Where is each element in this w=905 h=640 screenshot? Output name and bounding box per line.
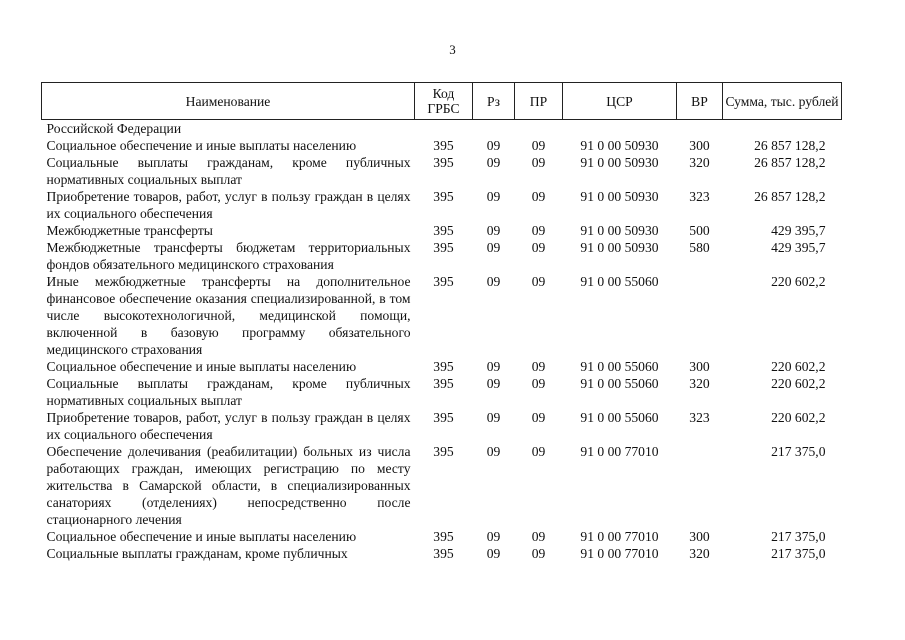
cell-csr: 91 0 00 55060	[580, 410, 659, 425]
cell-code: 395	[433, 138, 454, 153]
table-row	[42, 154, 842, 188]
cell-name: Обеспечение долечивания (реабилитации) больных из числа работающих граждан, имеющих регистрацию по месту жительства в Самарской области, в специализированных санаториях (отделениях) непосредственно после стационарного лечения	[46, 444, 411, 527]
cell-csr: 91 0 00 50930	[580, 240, 659, 255]
cell-vr	[677, 120, 723, 138]
cell-pr: 09	[531, 376, 546, 391]
cell-name: Социальные выплаты гражданам, кроме публичных нормативных социальных выплат	[46, 155, 411, 187]
cell-pr	[515, 120, 563, 138]
cell-csr: 91 0 00 77010	[580, 529, 659, 544]
cell-rz: 09	[486, 359, 501, 374]
cell-name: Социальные выплаты гражданам, кроме публичных	[46, 546, 348, 561]
budget-table	[41, 82, 842, 562]
cell-sum	[723, 120, 842, 138]
cell-sum: 217 375,0	[771, 529, 826, 544]
cell-rz: 09	[486, 274, 501, 289]
cell-sum: 217 375,0	[771, 546, 826, 561]
cell-csr: 91 0 00 55060	[580, 376, 659, 391]
cell-rz: 09	[486, 138, 501, 153]
cell-code: 395	[433, 274, 454, 289]
cell-rz: 09	[486, 376, 501, 391]
table-row	[42, 222, 842, 239]
cell-sum: 220 602,2	[771, 376, 826, 391]
cell-vr: 320	[689, 376, 710, 391]
cell-vr	[677, 273, 723, 358]
cell-pr: 09	[531, 138, 546, 153]
cell-code: 395	[433, 529, 454, 544]
header-code: Код ГРБС	[415, 83, 473, 120]
cell-name: Социальные выплаты гражданам, кроме публичных нормативных социальных выплат	[46, 376, 411, 408]
cell-rz: 09	[486, 189, 501, 204]
cell-code	[415, 120, 473, 138]
cell-code: 395	[433, 376, 454, 391]
cell-name: Межбюджетные трансферты бюджетам территориальных фондов обязательного медицинского страхования	[46, 240, 411, 272]
cell-code: 395	[433, 359, 454, 374]
cell-code: 395	[433, 189, 454, 204]
cell-name: Российской Федерации	[46, 121, 182, 136]
header-pr: ПР	[515, 83, 563, 120]
table-row	[42, 409, 842, 443]
cell-vr: 300	[689, 359, 710, 374]
cell-rz: 09	[486, 546, 501, 561]
cell-pr: 09	[531, 155, 546, 170]
cell-sum: 26 857 128,2	[754, 138, 826, 153]
cell-csr: 91 0 00 50930	[580, 138, 659, 153]
cell-vr: 323	[689, 189, 710, 204]
table-row	[42, 137, 842, 154]
header-csr: ЦСР	[563, 83, 677, 120]
cell-pr: 09	[531, 189, 546, 204]
cell-rz: 09	[486, 529, 501, 544]
cell-rz: 09	[486, 410, 501, 425]
table-row	[42, 528, 842, 545]
cell-code: 395	[433, 410, 454, 425]
cell-pr: 09	[531, 359, 546, 374]
cell-code: 395	[433, 155, 454, 170]
table-header	[42, 83, 842, 120]
cell-code: 395	[433, 223, 454, 238]
cell-csr: 91 0 00 50930	[580, 155, 659, 170]
cell-name: Приобретение товаров, работ, услуг в пользу граждан в целях их социального обеспечения	[46, 410, 411, 442]
table-row	[42, 545, 842, 562]
table-row	[42, 273, 842, 358]
page-number: 3	[449, 42, 456, 57]
table-row	[42, 358, 842, 375]
cell-pr: 09	[531, 410, 546, 425]
header-rz: Рз	[473, 83, 515, 120]
cell-vr: 580	[689, 240, 710, 255]
cell-pr: 09	[531, 223, 546, 238]
cell-vr	[677, 443, 723, 528]
cell-pr: 09	[531, 240, 546, 255]
cell-csr: 91 0 00 77010	[580, 546, 659, 561]
cell-rz: 09	[486, 444, 501, 459]
cell-name: Межбюджетные трансферты	[46, 223, 213, 238]
cell-sum: 26 857 128,2	[754, 189, 826, 204]
cell-name: Социальное обеспечение и иные выплаты населению	[46, 529, 357, 544]
cell-sum: 220 602,2	[771, 359, 826, 374]
cell-code: 395	[433, 240, 454, 255]
cell-name: Социальное обеспечение и иные выплаты населению	[46, 359, 357, 374]
cell-csr: 91 0 00 55060	[580, 359, 659, 374]
cell-name: Приобретение товаров, работ, услуг в пользу граждан в целях их социального обеспечения	[46, 189, 411, 221]
cell-pr: 09	[531, 274, 546, 289]
table-row	[42, 375, 842, 409]
cell-sum: 220 602,2	[771, 274, 826, 289]
cell-csr	[563, 120, 677, 138]
cell-sum: 220 602,2	[771, 410, 826, 425]
cell-code: 395	[433, 444, 454, 459]
table-row	[42, 239, 842, 273]
cell-vr: 320	[689, 155, 710, 170]
cell-pr: 09	[531, 546, 546, 561]
header-vr: ВР	[677, 83, 723, 120]
header-sum: Сумма, тыс. рублей	[723, 83, 842, 120]
cell-vr: 320	[689, 546, 710, 561]
cell-name: Социальное обеспечение и иные выплаты населению	[46, 138, 357, 153]
cell-vr: 323	[689, 410, 710, 425]
table-row	[42, 443, 842, 528]
cell-vr: 300	[689, 138, 710, 153]
cell-code: 395	[433, 546, 454, 561]
cell-csr: 91 0 00 50930	[580, 189, 659, 204]
cell-sum: 429 395,7	[771, 240, 826, 255]
cell-rz	[473, 120, 515, 138]
cell-sum: 429 395,7	[771, 223, 826, 238]
cell-csr: 91 0 00 50930	[580, 223, 659, 238]
cell-vr: 500	[689, 223, 710, 238]
cell-pr: 09	[531, 444, 546, 459]
header-name: Наименование	[42, 83, 415, 120]
table-row	[42, 120, 842, 138]
cell-csr: 91 0 00 55060	[580, 274, 659, 289]
cell-rz: 09	[486, 155, 501, 170]
cell-sum: 217 375,0	[771, 444, 826, 459]
cell-sum: 26 857 128,2	[754, 155, 826, 170]
table-row	[42, 188, 842, 222]
cell-csr: 91 0 00 77010	[580, 444, 659, 459]
header-row	[42, 83, 842, 120]
cell-name: Иные межбюджетные трансферты на дополнительное финансовое обеспечение оказания специализированной, в том числе высокотехнологичной, медицинской помощи, включенной в базовую программу обязательного медицинского страхования	[46, 274, 411, 357]
cell-rz: 09	[486, 240, 501, 255]
table-body	[42, 120, 842, 563]
cell-rz: 09	[486, 223, 501, 238]
cell-vr: 300	[689, 529, 710, 544]
cell-pr: 09	[531, 529, 546, 544]
